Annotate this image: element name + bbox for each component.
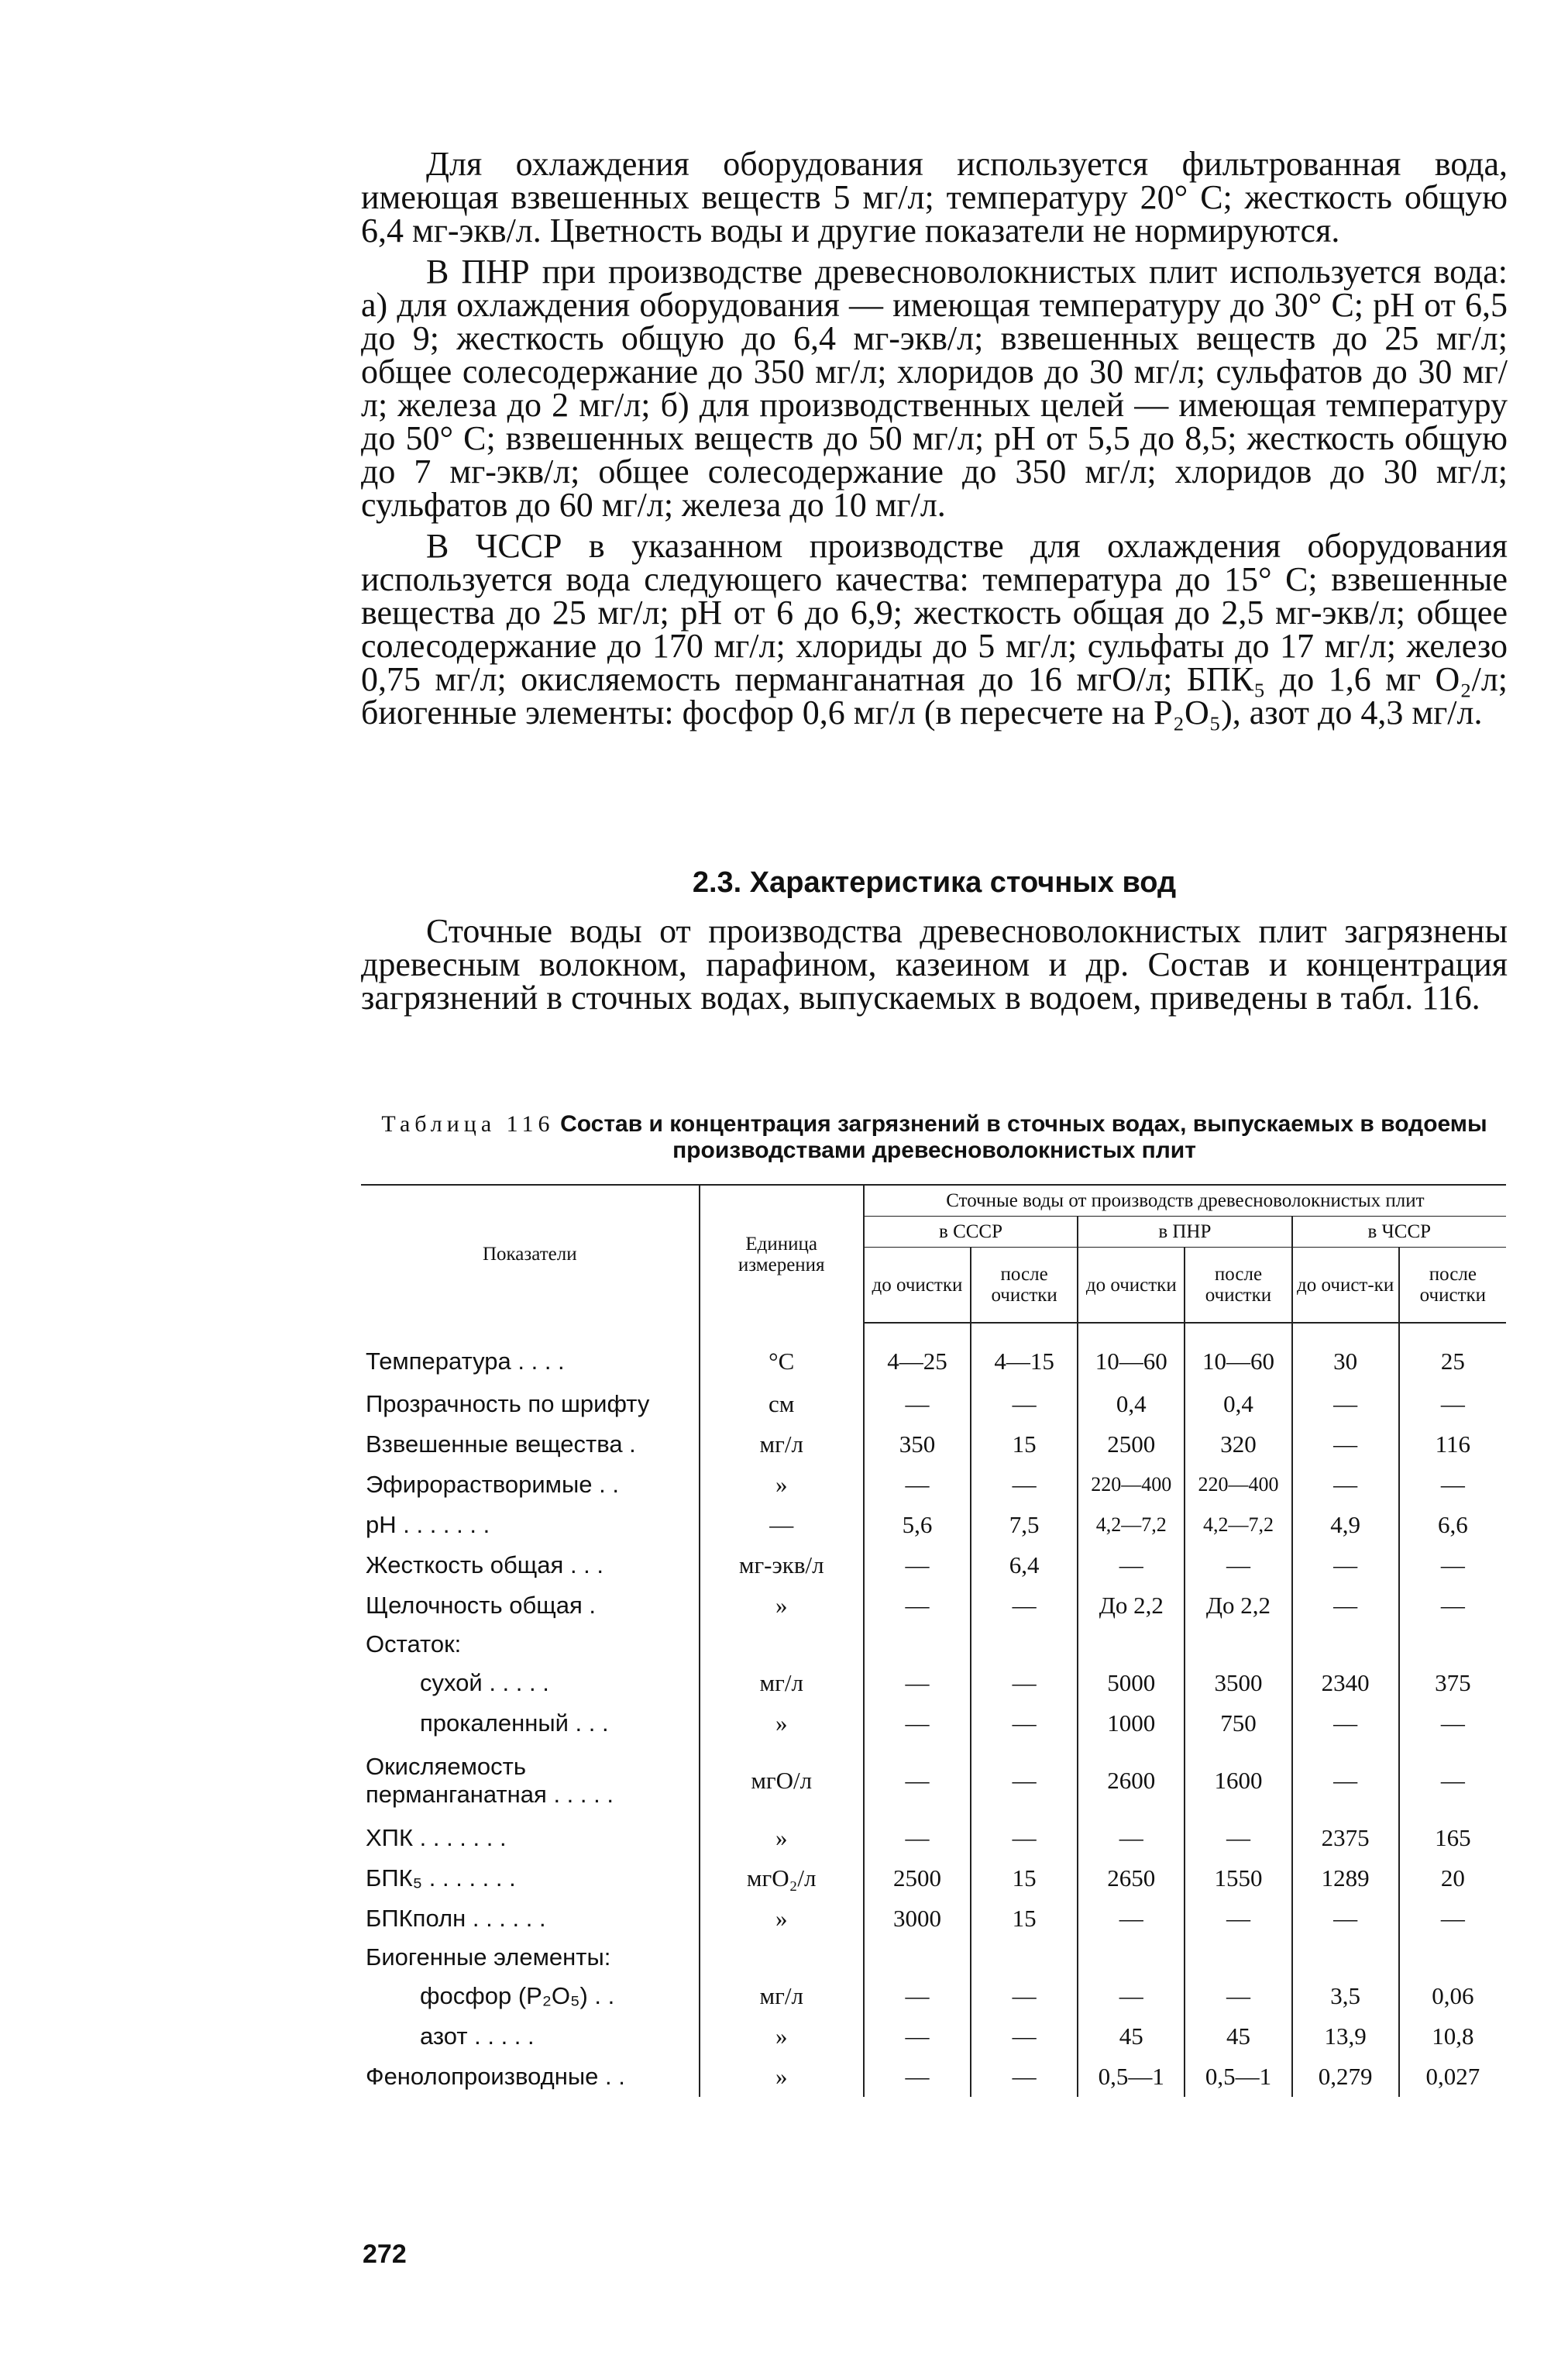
cell-value: 15 (971, 1858, 1078, 1898)
cell-value: 25 (1399, 1323, 1506, 1384)
paragraph-cooling-water: Для охлаждения оборудования используется фильтрованная вода, имеющая взвешенных веществ 5 мг/л; температуру 20° С; жесткость общую 6,4 мг-экв/л. Цветность воды и другие показатели не нормируются. (361, 145, 1508, 250)
row-indicator: Биогенные элементы: (366, 1943, 611, 1971)
table-container (361, 1184, 1506, 2097)
cell-value: — (1185, 1976, 1291, 2016)
row-indicator: Эфирорастворимые . . (366, 1471, 619, 1498)
row-unit: » (700, 1703, 864, 1744)
table-label: Таблица 116 (381, 1111, 555, 1137)
table-row (361, 2057, 1506, 2097)
cell-value: 3500 (1185, 1663, 1291, 1703)
cell-value: 0,4 (1078, 1384, 1185, 1424)
row-unit: » (700, 2016, 864, 2057)
cell-value: — (971, 1703, 1078, 1744)
table-row (361, 1744, 1506, 1818)
table-caption (361, 1111, 1508, 1164)
cell-value: — (1078, 1545, 1185, 1585)
table-header (361, 1185, 1506, 1323)
cell-value (1185, 1939, 1291, 1976)
cell-value: — (971, 1976, 1078, 2016)
cell-value: 2340 (1292, 1663, 1399, 1703)
page-number: 272 (363, 2239, 407, 2269)
cell-value: 375 (1399, 1663, 1506, 1703)
table-body (361, 1323, 1506, 2097)
cell-value: — (1292, 1898, 1399, 1939)
row-unit: мгО₂/л (700, 1858, 864, 1898)
table-row (361, 1858, 1506, 1898)
cell-value: — (1292, 1424, 1399, 1465)
header-after: после очистки (971, 1248, 1078, 1324)
cell-value: 320 (1185, 1424, 1291, 1465)
cell-value: 2600 (1078, 1744, 1185, 1818)
cell-value: — (1292, 1545, 1399, 1585)
cell-value: — (864, 1976, 971, 2016)
row-unit: » (700, 2057, 864, 2097)
row-unit: мг/л (700, 1663, 864, 1703)
cell-value: — (1399, 1703, 1506, 1744)
cell-value (1078, 1626, 1185, 1663)
cell-value: — (1399, 1545, 1506, 1585)
header-country-chssr: в ЧССР (1292, 1217, 1506, 1248)
cell-value: — (864, 1384, 971, 1424)
cell-value: — (971, 1663, 1078, 1703)
cell-value: 3000 (864, 1898, 971, 1939)
row-indicator: БПКполн . . . . . . (366, 1905, 546, 1932)
cell-value: — (1292, 1585, 1399, 1626)
cell-value: 20 (1399, 1858, 1506, 1898)
row-unit: » (700, 1898, 864, 1939)
row-indicator: рН . . . . . . . (366, 1511, 490, 1538)
cell-value: — (864, 1465, 971, 1505)
cell-value: — (1399, 1465, 1506, 1505)
paragraph-wastewater: Сточные воды от производства древесноволокнистых плит загрязнены древесным волокном, парафином, казеином и др. Состав и концентрация загрязнений в сточных водах, выпускаемых в водоем, приведены в табл. 116. (361, 912, 1508, 1017)
row-unit: » (700, 1465, 864, 1505)
row-indicator: Температура . . . . (366, 1347, 565, 1375)
table-row (361, 1939, 1506, 1976)
cell-value: — (971, 1744, 1078, 1818)
cell-value: — (1292, 1384, 1399, 1424)
table-row (361, 1898, 1506, 1939)
row-unit: °С (700, 1323, 864, 1384)
cell-value: — (971, 1465, 1078, 1505)
cell-value: 0,4 (1185, 1384, 1291, 1424)
cell-value: 4—25 (864, 1323, 971, 1384)
row-unit: » (700, 1818, 864, 1858)
header-before: до очистки (864, 1248, 971, 1324)
table-row (361, 1818, 1506, 1858)
table-row (361, 1663, 1506, 1703)
cell-value: 3,5 (1292, 1976, 1399, 2016)
cell-value: — (1292, 1744, 1399, 1818)
paragraph-pnr: В ПНР при производстве древесноволокнистых плит используется вода: а) для охлаждения оборудования — имеющая температуру до 30° С; рН от 6,5 до 9; жесткость общую до 6,4 мг-экв/л; взвешенных веществ до 25 мг/л; общее солесодержание до 350 мг/л; хлоридов до 30 мг/л; сульфатов до 30 мг/л; железа до 2 мг/л; б) для производственных целей — имеющая температуру до 50° С; взвешенных веществ до 50 мг/л; рН от 5,5 до 8,5; жесткость общую до 7 мг-экв/л; общее солесодержание до 350 мг/л; хлоридов до 30 мг/л; сульфатов до 60 мг/л; железа до 10 мг/л. (361, 253, 1508, 524)
cell-value: — (971, 2057, 1078, 2097)
cell-value: 1550 (1185, 1858, 1291, 1898)
table-row (361, 1384, 1506, 1424)
cell-value: — (864, 2057, 971, 2097)
section-text (361, 912, 1508, 1017)
cell-value: — (864, 1545, 971, 1585)
row-unit: мг/л (700, 1976, 864, 2016)
cell-value: 13,9 (1292, 2016, 1399, 2057)
cell-value (1185, 1626, 1291, 1663)
row-unit: — (700, 1505, 864, 1545)
cell-value: 1600 (1185, 1744, 1291, 1818)
cell-value: 5,6 (864, 1505, 971, 1545)
cell-value: — (864, 1585, 971, 1626)
row-unit: мг-экв/л (700, 1545, 864, 1585)
cell-value: — (864, 1818, 971, 1858)
cell-value: — (971, 1818, 1078, 1858)
cell-value: 0,279 (1292, 2057, 1399, 2097)
table-row (361, 1465, 1506, 1505)
cell-value: 6,4 (971, 1545, 1078, 1585)
cell-value: — (1292, 1703, 1399, 1744)
cell-value: 0,5—1 (1185, 2057, 1291, 2097)
table-row (361, 1703, 1506, 1744)
cell-value: 10,8 (1399, 2016, 1506, 2057)
header-group: Сточные воды от производств древесноволокнистых плит (864, 1185, 1506, 1217)
cell-value: 2650 (1078, 1858, 1185, 1898)
cell-value: 45 (1185, 2016, 1291, 2057)
table-row (361, 2016, 1506, 2057)
table-row (361, 1424, 1506, 1465)
cell-value: 15 (971, 1898, 1078, 1939)
cell-value: 15 (971, 1424, 1078, 1465)
header-unit: Единица измерения (700, 1185, 864, 1323)
cell-value (1292, 1626, 1399, 1663)
cell-value: 116 (1399, 1424, 1506, 1465)
table-row (361, 1976, 1506, 2016)
cell-value: 0,06 (1399, 1976, 1506, 2016)
header-before: до очист-ки (1292, 1248, 1399, 1324)
cell-value: 6,6 (1399, 1505, 1506, 1545)
row-indicator: прокаленный . . . (420, 1709, 609, 1737)
paragraph-chssr: В ЧССР в указанном производстве для охлаждения оборудования используется вода следующего качества: температура до 15° С; взвешенные вещества до 25 мг/л; рН от 6 до 6,9; жесткость общая до 2,5 мг-экв/л; общее солесодержание до 170 мг/л; хлориды до 5 мг/л; сульфаты до 17 мг/л; железо 0,75 мг/л; окисляемость перманганатная до 16 мгО/л; БПК₅ до 1,6 мг О₂/л; биогенные элементы: фосфор 0,6 мг/л (в пересчете на Р₂О₅), азот до 4,3 мг/л. (361, 527, 1508, 731)
cell-value: — (1078, 1898, 1185, 1939)
intro-text (361, 147, 1508, 737)
cell-value: 5000 (1078, 1663, 1185, 1703)
cell-value: 4,9 (1292, 1505, 1399, 1545)
row-indicator: Остаток: (366, 1630, 462, 1657)
cell-value: 165 (1399, 1818, 1506, 1858)
row-indicator: БПК₅ . . . . . . . (366, 1864, 516, 1892)
row-indicator: Взвешенные вещества . (366, 1430, 636, 1458)
row-indicator: Прозрачность по шрифту (366, 1390, 650, 1417)
table-row (361, 1505, 1506, 1545)
cell-value: 220—400 (1078, 1465, 1185, 1505)
row-unit: » (700, 1585, 864, 1626)
row-indicator: Щелочность общая . (366, 1592, 596, 1619)
cell-value: 4—15 (971, 1323, 1078, 1384)
row-indicator: фосфор (Р₂О₅) . . (420, 1982, 615, 2009)
cell-value: — (971, 2016, 1078, 2057)
cell-value (1399, 1626, 1506, 1663)
data-table (361, 1184, 1506, 2097)
cell-value: — (1078, 1818, 1185, 1858)
row-indicator: Фенолопроизводные . . (366, 2063, 625, 2090)
row-unit: мгО/л (700, 1744, 864, 1818)
row-indicator: Жесткость общая . . . (366, 1551, 604, 1578)
cell-value: 2500 (1078, 1424, 1185, 1465)
cell-value: 350 (864, 1424, 971, 1465)
row-indicator: ХПК . . . . . . . (366, 1824, 507, 1851)
cell-value: — (864, 1703, 971, 1744)
cell-value: 1000 (1078, 1703, 1185, 1744)
cell-value: До 2,2 (1185, 1585, 1291, 1626)
cell-value: — (1078, 1976, 1185, 2016)
cell-value: 2375 (1292, 1818, 1399, 1858)
header-country-pnr: в ПНР (1078, 1217, 1291, 1248)
cell-value: — (1399, 1744, 1506, 1818)
cell-value: 750 (1185, 1703, 1291, 1744)
cell-value (864, 1626, 971, 1663)
cell-value (1078, 1939, 1185, 1976)
cell-value: — (864, 2016, 971, 2057)
cell-value: — (864, 1663, 971, 1703)
cell-value: 0,5—1 (1078, 2057, 1185, 2097)
cell-value: — (1185, 1545, 1291, 1585)
row-indicator: сухой . . . . . (420, 1669, 549, 1696)
cell-value: — (1399, 1384, 1506, 1424)
header-before: до очистки (1078, 1248, 1185, 1324)
cell-value (971, 1939, 1078, 1976)
cell-value: 4,2—7,2 (1185, 1505, 1291, 1545)
row-unit (700, 1626, 864, 1663)
cell-value: — (1399, 1585, 1506, 1626)
cell-value: — (1399, 1898, 1506, 1939)
row-unit: см (700, 1384, 864, 1424)
table-title: Состав и концентрация загрязнений в сточных водах, выпускаемых в водоемы производствами древесноволокнистых плит (560, 1111, 1487, 1163)
header-after: после очистки (1185, 1248, 1291, 1324)
row-unit (700, 1939, 864, 1976)
cell-value (1399, 1939, 1506, 1976)
cell-value: До 2,2 (1078, 1585, 1185, 1626)
cell-value: 30 (1292, 1323, 1399, 1384)
table-row (361, 1626, 1506, 1663)
cell-value: 10—60 (1078, 1323, 1185, 1384)
cell-value (864, 1939, 971, 1976)
header-after: после очистки (1399, 1248, 1506, 1324)
cell-value: — (864, 1744, 971, 1818)
cell-value: — (1292, 1465, 1399, 1505)
cell-value: 4,2—7,2 (1078, 1505, 1185, 1545)
cell-value: — (1185, 1898, 1291, 1939)
cell-value: 0,027 (1399, 2057, 1506, 2097)
cell-value: 7,5 (971, 1505, 1078, 1545)
row-unit: мг/л (700, 1424, 864, 1465)
cell-value (1292, 1939, 1399, 1976)
cell-value: — (1185, 1818, 1291, 1858)
table-row (361, 1585, 1506, 1626)
section-heading: 2.3. Характеристика сточных вод (692, 866, 1177, 899)
table-row (361, 1545, 1506, 1585)
cell-value: 10—60 (1185, 1323, 1291, 1384)
cell-value: — (971, 1384, 1078, 1424)
cell-value: — (971, 1585, 1078, 1626)
header-country-ussr: в СССР (864, 1217, 1078, 1248)
cell-value: 1289 (1292, 1858, 1399, 1898)
header-indicator: Показатели (361, 1185, 700, 1323)
row-indicator: Окисляемость перманганатная . . . . . (366, 1753, 614, 1808)
table-row (361, 1323, 1506, 1384)
row-indicator: азот . . . . . (420, 2022, 535, 2050)
cell-value: 2500 (864, 1858, 971, 1898)
cell-value: 45 (1078, 2016, 1185, 2057)
cell-value: 220—400 (1185, 1465, 1291, 1505)
cell-value (971, 1626, 1078, 1663)
